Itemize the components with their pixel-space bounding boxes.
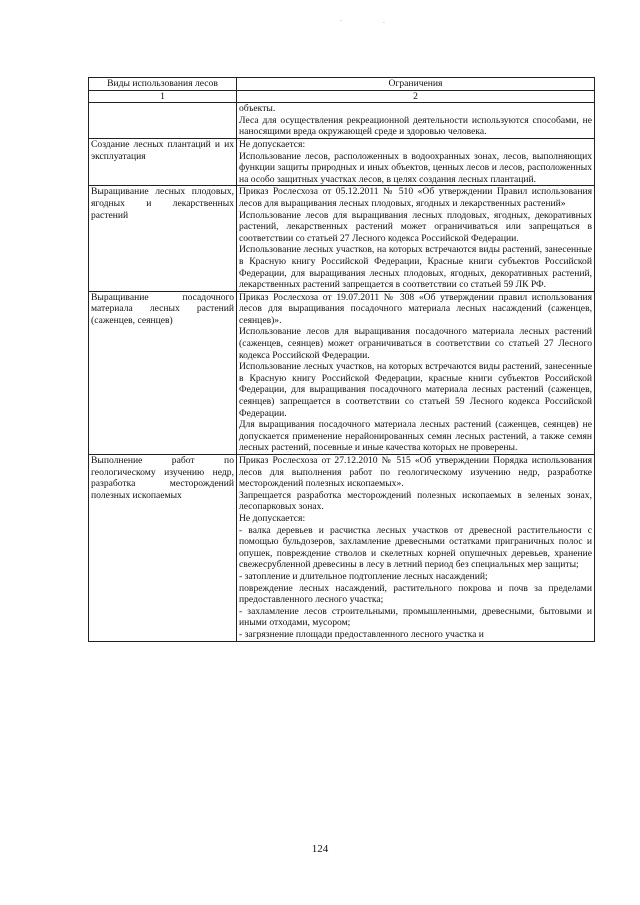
restriction-paragraph: Использование лесов для выращивания посадочного материала лесных растений (саженцев, сеянцев) может ограничиваться в соответствии со статьей 27 Лесного кодекса Российской Федерации. (239, 326, 592, 361)
row-restrictions (237, 455, 595, 642)
restriction-paragraph: Запрещается разработка месторождений полезных ископаемых в зеленых зонах, лесопарковых зонах. (239, 489, 592, 513)
column-number-row (89, 90, 595, 103)
restriction-paragraph: - загрязнение площади предоставленного лесного участка и (239, 628, 484, 640)
restriction-paragraph: Леса для осуществления рекреационной деятельности используются способами, не наносящими вреда окружающей среде и здоровью человека. (239, 114, 592, 138)
restriction-paragraph: - затопление и длительное подтопление лесных насаждений; (239, 570, 488, 582)
row-restrictions (237, 138, 595, 185)
restriction-paragraph: Приказ Рослесхоза от 27.12.2010 № 515 «Об утверждении Порядка использования лесов для выполнения работ по геологическому изучению недр, разработке месторождений полезных ископаемых». (239, 455, 592, 490)
table-row (89, 186, 595, 291)
restriction-paragraph: Использование лесов для выращивания лесных плодовых, ягодных, декоративных растений, лекарственных растений может ограничиваться или запрещаться в соответствии со статьей 27 Лесного кодекса Российской Федерации. (239, 209, 592, 244)
row-use-type: Создание лесных плантаций и их эксплуатация (89, 138, 237, 185)
table-row (89, 291, 595, 454)
row-restrictions (237, 186, 595, 291)
column-number-2: 2 (237, 90, 595, 103)
table-row (89, 138, 595, 185)
header-forest-use-types: Виды использования лесов (89, 78, 237, 91)
restrictions-table (88, 77, 595, 642)
row-restrictions (237, 291, 595, 454)
row-use-type: Выращивание лесных плодовых, ягодных и лекарственных растений (89, 186, 237, 291)
restriction-paragraph: Использование лесных участков, на которых встречаются виды растений, занесенные в Красную книгу Российской Федерации, Красные книги субъектов Российской Федерации, для выращивания лесных плодовых, ягодных, декоративных растений, лекарственных растений запрещается в соответствии со статьей 59 ЛК РФ. (239, 244, 592, 291)
restriction-paragraph: объекты. (239, 103, 276, 115)
restriction-paragraph: Приказ Рослесхоза от 05.12.2011 № 510 «Об утверждении Правил использования лесов для выращивания лесных плодовых, ягодных и лекарственных растений» (239, 186, 592, 209)
header-restrictions: Ограничения (237, 78, 595, 91)
restriction-paragraph: - захламление лесов строительными, промышленными, древесными, бытовыми и иными отходами, мусором; (239, 605, 592, 629)
column-number-1: 1 (89, 90, 237, 103)
restriction-paragraph: Не допускается: (239, 512, 306, 524)
row-use-type: Выполнение работ по геологическому изучению недр, разработка месторождений полезных ископаемых (89, 455, 237, 642)
scan-speck: · (340, 18, 342, 25)
row-restrictions (237, 103, 595, 139)
table-row (89, 103, 595, 139)
scan-speck: · (383, 20, 385, 27)
restriction-paragraph: повреждение лесных насаждений, растительного покрова и почв за пределами предоставленного лесного участка; (239, 582, 592, 606)
table-row (89, 455, 595, 642)
restriction-paragraph: Использование лесных участков, на которых встречаются виды растений, занесенные в Красную книгу Российской Федерации, красные книги субъектов Российской Федерации, для выращивания посадочного материала лесных растений (саженцев, сеянцев) запрещается в соответствии со статьей 59 Лесного кодекса Российской Федерации. (239, 361, 592, 419)
page-number: 124 (311, 843, 329, 855)
restriction-paragraph: - валка деревьев и расчистка лесных участков от древесной растительности с помощью бульдозеров, захламление древесными остатками приграничных полос и опушек, повреждение стволов и скелетных корней опушечных деревьев, хранение свежесрубленной древесины в лесу в летний период без специальных мер защиты; (239, 524, 592, 571)
row-use-type: Выращивание посадочного материала лесных растений (саженцев, сеянцев) (89, 291, 237, 454)
restriction-paragraph: Использование лесов, расположенных в водоохранных зонах, лесов, выполняющих функции защиты природных и иных объектов, ценных лесов и лесов, расположенных на особо защитных участках лесов, в целях создания лесных плантаций. (239, 150, 592, 185)
row-use-type (89, 103, 237, 139)
restriction-paragraph: Для выращивания посадочного материала лесных растений (саженцев, сеянцев) не допускается применение нерайонированных семян лесных растений, а также семян лесных растений, посевные и иные качества которых не проверены. (239, 419, 592, 454)
table-header-row (89, 78, 595, 91)
restriction-paragraph: Не допускается: (239, 138, 306, 150)
restriction-paragraph: Приказ Рослесхоза от 19.07.2011 № 308 «Об утверждении правил использования лесов для выращивания посадочного материала лесных насаждений (саженцев, сеянцев)». (239, 291, 592, 326)
